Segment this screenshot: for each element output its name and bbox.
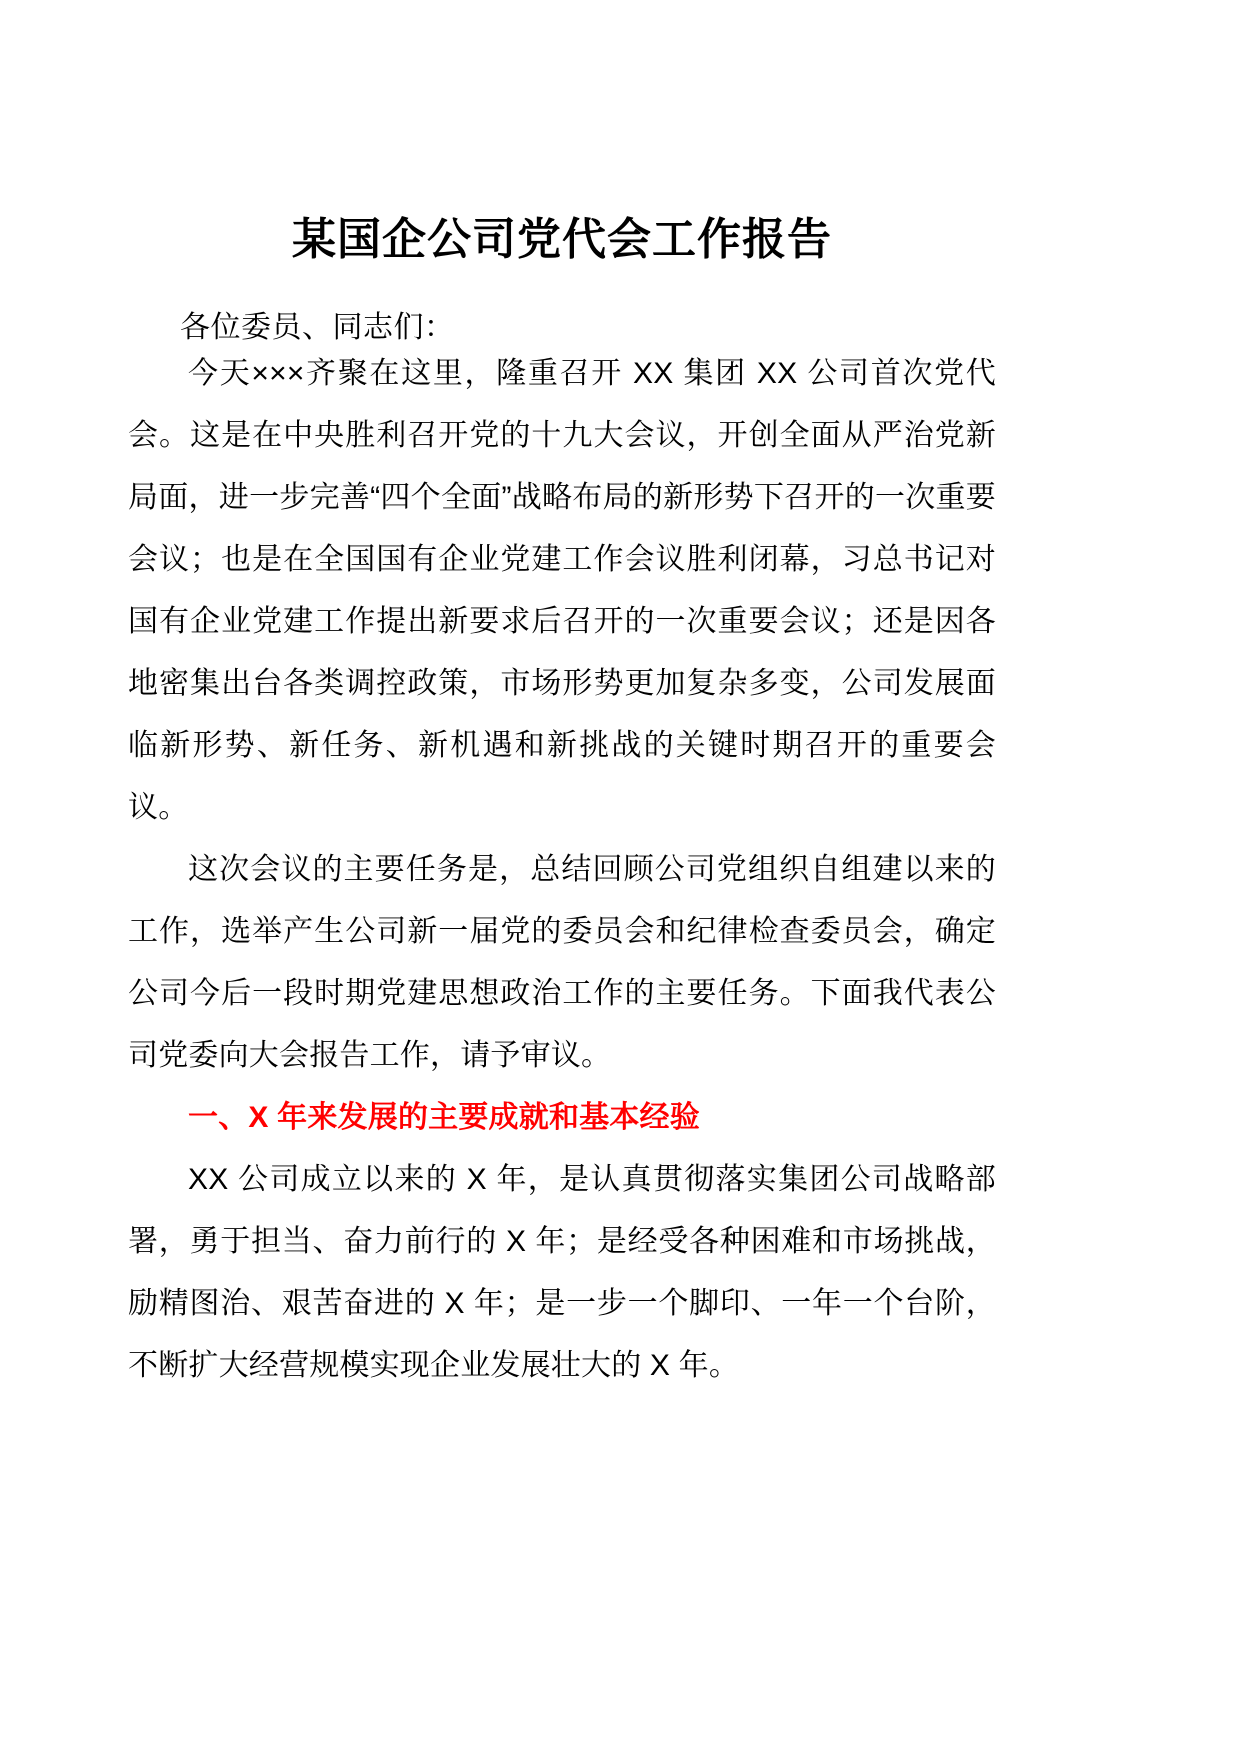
document-title: 某国企公司党代会工作报告: [292, 215, 832, 264]
paragraph-company-years: XX 公司成立以来的 X 年，是认真贯彻落实集团公司战略部署，勇于担当、奋力前行的 X 年；是经受各种困难和市场挑战，励精图治、艰苦奋进的 X 年；是一步一个脚印、一年一个台阶，不断扩大经营规模实现企业发展壮大的 X 年。: [128, 1163, 996, 1382]
section-heading-achievements: 一、X 年来发展的主要成就和基本经验: [188, 1101, 700, 1134]
paragraph-meeting-tasks: 这次会议的主要任务是，总结回顾公司党组织自组建以来的工作，选举产生公司新一届党的委员会和纪律检查委员会，确定公司今后一段时期党建思想政治工作的主要任务。下面我代表公司党委向大会报告工作，请予审议。: [128, 853, 996, 1072]
paragraph-opening-remarks: 今天×××齐聚在这里，隆重召开 XX 集团 XX 公司首次党代会。这是在中央胜利召开党的十九大会议，开创全面从严治党新局面，进一步完善“四个全面”战略布局的新形势下召开的一次重要会议；也是在全国国有企业党建工作会议胜利闭幕，习总书记对国有企业党建工作提出新要求后召开的一次重要会议；还是因各地密集出台各类调控政策，市场形势更加复杂多变，公司发展面临新形势、新任务、新机遇和新挑战的关键时期召开的重要会议。: [128, 357, 996, 824]
document-body: [128, 0, 996, 1397]
salutation-line: 各位委员、同志们：: [180, 311, 455, 344]
